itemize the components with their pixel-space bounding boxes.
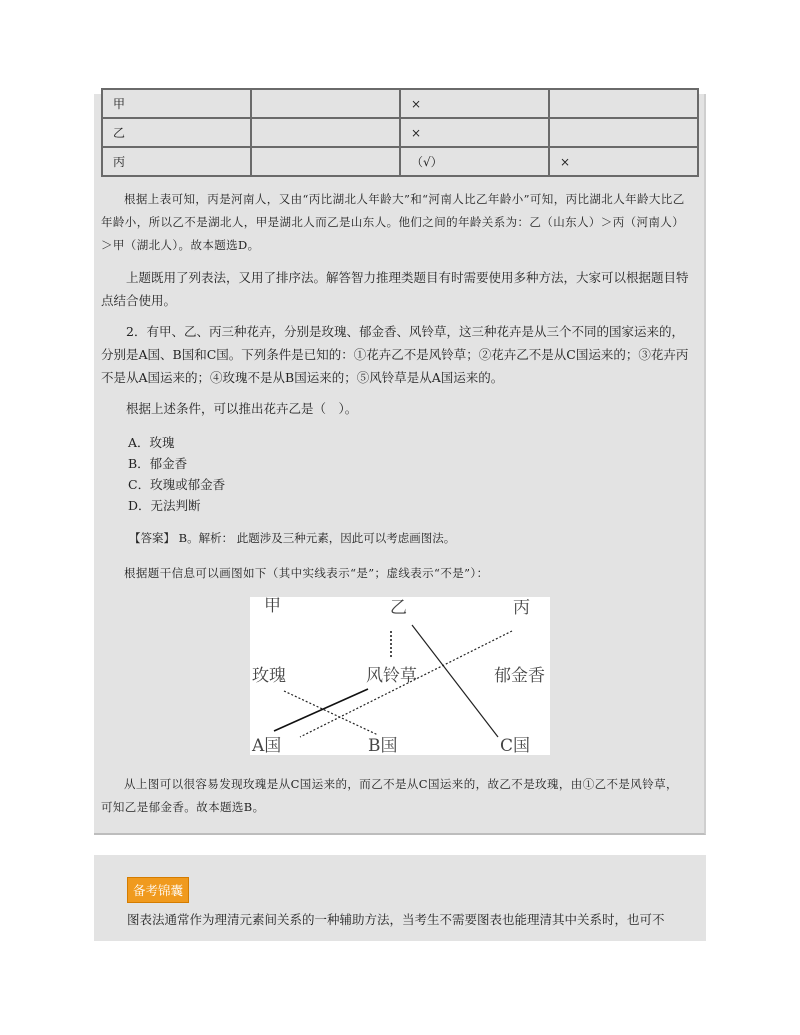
table-cell bbox=[549, 89, 698, 118]
method-note-paragraph: 上题既用了列表法，又用了排序法。解答智力推理类题目有时需要使用多种方法，大家可以根据题目特点结合使用。 bbox=[101, 270, 689, 308]
table-cell: 乙 bbox=[102, 118, 251, 147]
label-jia: 甲 bbox=[264, 597, 281, 616]
option-a: A．玫瑰 bbox=[128, 435, 175, 450]
label-country-c: C国 bbox=[500, 736, 531, 755]
answer-label: 【答案】 bbox=[129, 531, 175, 545]
label-rose: 玫瑰 bbox=[252, 666, 286, 686]
conclusion-paragraph: 从上图可以很容易发现玫瑰是从C国运来的，而乙不是从C国运来的，故乙不是玫瑰，由①乙不是风铃草，可知乙是郁金香。故本题选B。 bbox=[101, 777, 678, 814]
answer-line bbox=[129, 530, 455, 546]
table-cell bbox=[251, 147, 400, 176]
label-country-b: B国 bbox=[368, 736, 398, 755]
question-prompt: 根据上述条件，可以推出花卉乙是（ ）。 bbox=[126, 401, 358, 416]
option-b: B．郁金香 bbox=[128, 456, 188, 471]
table-cell: × bbox=[400, 118, 549, 147]
option-c: C．玫瑰或郁金香 bbox=[128, 477, 226, 492]
table-cell: 丙 bbox=[102, 147, 251, 176]
table-row bbox=[102, 118, 698, 147]
table-row bbox=[102, 147, 698, 176]
table-row bbox=[102, 89, 698, 118]
table-cell bbox=[251, 118, 400, 147]
table-cell: × bbox=[400, 89, 549, 118]
answer-text: B。解析： 此题涉及三种元素，因此可以考虑画图法。 bbox=[178, 531, 456, 545]
dashed-line-rose-b bbox=[284, 691, 378, 735]
tip-text: 图表法通常作为理清元素间关系的一种辅助方法，当考生不需要图表也能理清其中关系时，也可不 bbox=[127, 912, 665, 927]
solid-line-rose-c bbox=[412, 625, 498, 737]
relationship-diagram bbox=[250, 597, 550, 755]
label-bing: 丙 bbox=[513, 598, 530, 618]
label-country-a: A国 bbox=[252, 736, 282, 755]
diagram-svg bbox=[250, 597, 550, 755]
table-cell: （√） bbox=[400, 147, 549, 176]
option-d: D．无法判断 bbox=[128, 498, 201, 513]
diagram-intro: 根据题干信息可以画图如下（其中实线表示“是”；虚线表示“不是”）： bbox=[124, 566, 489, 580]
table-cell: 甲 bbox=[102, 89, 251, 118]
label-tulip: 郁金香 bbox=[494, 666, 545, 686]
tip-badge: 备考锦囊 bbox=[127, 877, 189, 903]
question-2-paragraph: 2．有甲、乙、丙三种花卉，分别是玫瑰、郁金香、风铃草，这三种花卉是从三个不同的国家运来的，分别是A国、B国和C国。下列条件是已知的：①花卉乙不是风铃草；②花卉乙不是从C国运来的；③花卉丙不是从A国运来的；④玫瑰不是从B国运来的；⑤风铃草是从A国运来的。 bbox=[101, 324, 689, 385]
explanation-paragraph: 根据上表可知，丙是河南人，又由“丙比湖北人年龄大”和“河南人比乙年龄小”可知，丙比湖北人年龄大比乙年龄小，所以乙不是湖北人，甲是湖北人而乙是山东人。他们之间的年龄关系为：乙（山东人）＞丙（河南人）＞甲（湖北人）。故本题选D。 bbox=[101, 192, 685, 252]
table-cell bbox=[251, 89, 400, 118]
answer-table bbox=[101, 88, 699, 177]
label-bluebell: 风铃草 bbox=[366, 666, 417, 686]
table-cell: × bbox=[549, 147, 698, 176]
table-cell bbox=[549, 118, 698, 147]
label-yi: 乙 bbox=[390, 598, 407, 618]
